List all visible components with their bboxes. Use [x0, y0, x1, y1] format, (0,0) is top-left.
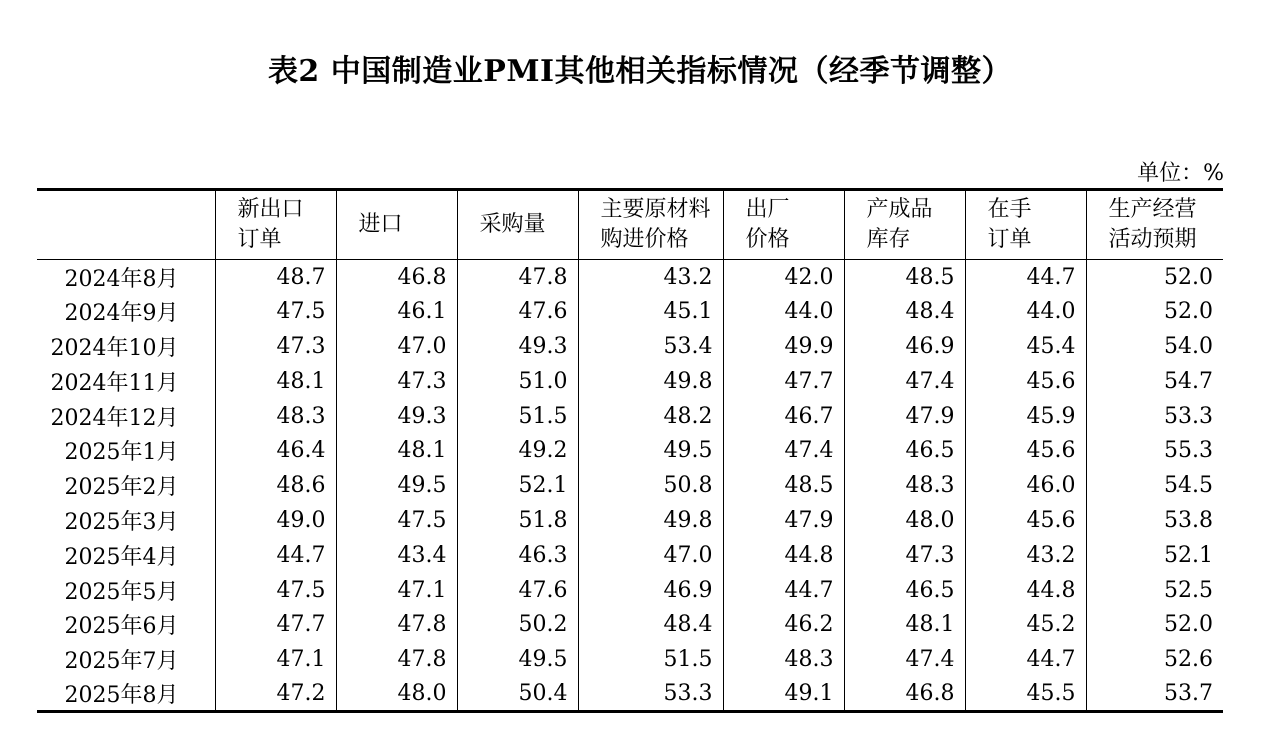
table-cell: 45.4 — [965, 329, 1086, 364]
row-month: 2024年12月 — [50, 405, 179, 431]
table-cell: 44.7 — [215, 538, 336, 573]
table-cell: 47.8 — [457, 260, 578, 295]
table-cell: 48.3 — [844, 468, 965, 503]
table-cell: 47.2 — [215, 677, 336, 712]
table-cell: 47.0 — [578, 538, 723, 573]
table-cell: 46.2 — [723, 607, 844, 642]
table-cell: 48.0 — [336, 677, 457, 712]
table-cell: 50.8 — [578, 468, 723, 503]
table-cell: 49.0 — [215, 503, 336, 538]
table-cell: 49.1 — [723, 677, 844, 712]
table-cell: 48.1 — [844, 607, 965, 642]
table-cell: 52.1 — [1086, 538, 1223, 573]
table-cell: 47.0 — [336, 329, 457, 364]
table-cell: 45.6 — [965, 364, 1086, 399]
table-cell: 48.0 — [844, 503, 965, 538]
table-cell: 54.0 — [1086, 329, 1223, 364]
table-cell: 44.7 — [723, 573, 844, 608]
table-cell: 53.7 — [1086, 677, 1223, 712]
header-cell: 生产经营 活动预期 — [1086, 190, 1223, 260]
table-cell: 46.7 — [723, 399, 844, 434]
table-cell: 52.1 — [457, 468, 578, 503]
header-cell: 出厂 价格 — [723, 190, 844, 260]
table-cell: 47.3 — [336, 364, 457, 399]
table-cell: 45.1 — [578, 294, 723, 329]
table-cell: 46.9 — [578, 573, 723, 608]
table-cell: 46.9 — [844, 329, 965, 364]
table-cell: 48.2 — [578, 399, 723, 434]
table-cell: 47.8 — [336, 642, 457, 677]
table-cell: 47.9 — [723, 503, 844, 538]
row-month: 2025年7月 — [64, 649, 179, 675]
row-month: 2024年8月 — [64, 266, 179, 292]
header-cell: 在手 订单 — [965, 190, 1086, 260]
table-cell: 49.5 — [336, 468, 457, 503]
table-cell: 46.1 — [336, 294, 457, 329]
header-cell: 新出口 订单 — [215, 190, 336, 260]
table-cell: 45.6 — [965, 503, 1086, 538]
header-cell: 主要原材料 购进价格 — [578, 190, 723, 260]
table-cell: 44.0 — [965, 294, 1086, 329]
table-row — [37, 538, 1223, 573]
table-row — [37, 642, 1223, 677]
table-cell: 50.2 — [457, 607, 578, 642]
table-cell: 47.6 — [457, 573, 578, 608]
table-cell: 48.1 — [336, 433, 457, 468]
table-cell: 43.4 — [336, 538, 457, 573]
table-cell: 47.4 — [844, 642, 965, 677]
table-cell: 47.1 — [215, 642, 336, 677]
table-cell: 52.0 — [1086, 260, 1223, 295]
header-row — [37, 190, 1223, 260]
row-month: 2025年5月 — [64, 579, 179, 605]
table-cell: 52.5 — [1086, 573, 1223, 608]
table-cell: 47.5 — [215, 573, 336, 608]
table-cell: 46.3 — [457, 538, 578, 573]
table-cell: 48.4 — [578, 607, 723, 642]
table-cell: 47.3 — [844, 538, 965, 573]
table-cell: 46.0 — [965, 468, 1086, 503]
header-cell-month — [37, 190, 215, 260]
table-cell: 45.6 — [965, 433, 1086, 468]
table-cell: 47.7 — [723, 364, 844, 399]
table-cell: 55.3 — [1086, 433, 1223, 468]
table-cell: 44.8 — [965, 573, 1086, 608]
table-cell: 48.6 — [215, 468, 336, 503]
row-month: 2025年2月 — [64, 475, 179, 501]
table-row — [37, 294, 1223, 329]
table-row — [37, 607, 1223, 642]
row-month: 2025年8月 — [37, 677, 215, 712]
table-cell: 48.3 — [215, 399, 336, 434]
table-cell: 49.5 — [578, 433, 723, 468]
table-cell: 44.0 — [723, 294, 844, 329]
row-month: 2025年1月 — [64, 440, 179, 466]
table-cell: 53.3 — [578, 677, 723, 712]
table-row — [37, 433, 1223, 468]
row-month: 2025年6月 — [64, 614, 179, 640]
pmi-table — [37, 188, 1223, 713]
table-cell: 51.5 — [578, 642, 723, 677]
table-cell: 48.5 — [723, 468, 844, 503]
unit-label: 单位：% — [1137, 161, 1224, 186]
table-cell: 49.2 — [457, 433, 578, 468]
table-cell: 44.8 — [723, 538, 844, 573]
table-cell: 47.5 — [215, 294, 336, 329]
table-cell: 50.4 — [457, 677, 578, 712]
table-row — [37, 364, 1223, 399]
row-month: 2025年3月 — [64, 509, 179, 535]
table-cell: 52.0 — [1086, 607, 1223, 642]
table-cell: 44.7 — [965, 642, 1086, 677]
table-cell: 48.4 — [844, 294, 965, 329]
table-cell: 53.4 — [578, 329, 723, 364]
table-row — [37, 468, 1223, 503]
table-cell: 49.8 — [578, 503, 723, 538]
header-cell: 采购量 — [457, 190, 578, 260]
table-cell: 49.5 — [457, 642, 578, 677]
document-title: 表2 中国制造业PMI其他相关指标情况（经季节调整） — [267, 54, 1013, 89]
table-cell: 53.8 — [1086, 503, 1223, 538]
table-cell: 46.5 — [844, 433, 965, 468]
table-cell: 44.7 — [965, 260, 1086, 295]
table-cell: 47.1 — [336, 573, 457, 608]
table-cell: 48.5 — [844, 260, 965, 295]
table-cell: 54.7 — [1086, 364, 1223, 399]
table-cell: 47.9 — [844, 399, 965, 434]
table-header — [37, 190, 1223, 260]
table-cell: 47.6 — [457, 294, 578, 329]
table-cell: 49.3 — [457, 329, 578, 364]
table-cell: 46.5 — [844, 573, 965, 608]
table-cell: 52.6 — [1086, 642, 1223, 677]
table-row — [37, 329, 1223, 364]
table-cell: 45.2 — [965, 607, 1086, 642]
table-row — [37, 677, 1223, 712]
table-cell: 47.4 — [723, 433, 844, 468]
header-cell: 进口 — [336, 190, 457, 260]
table-cell: 45.9 — [965, 399, 1086, 434]
table-cell: 47.8 — [336, 607, 457, 642]
row-month: 2025年4月 — [64, 544, 179, 570]
table-cell: 54.5 — [1086, 468, 1223, 503]
table-row — [37, 503, 1223, 538]
table-cell: 47.3 — [215, 329, 336, 364]
table-cell: 43.2 — [965, 538, 1086, 573]
table-cell: 42.0 — [723, 260, 844, 295]
table-cell: 47.4 — [844, 364, 965, 399]
table-cell: 43.2 — [578, 260, 723, 295]
table-cell: 48.3 — [723, 642, 844, 677]
row-month: 2024年9月 — [64, 301, 179, 327]
table-cell: 47.7 — [215, 607, 336, 642]
table-cell: 49.3 — [336, 399, 457, 434]
table-cell: 49.9 — [723, 329, 844, 364]
table-cell: 49.8 — [578, 364, 723, 399]
table-cell: 53.3 — [1086, 399, 1223, 434]
table-row — [37, 260, 1223, 295]
table-cell: 51.0 — [457, 364, 578, 399]
table-cell: 51.5 — [457, 399, 578, 434]
table-cell: 46.8 — [336, 260, 457, 295]
table-body — [37, 260, 1223, 712]
row-month: 2024年10月 — [50, 335, 179, 361]
table-cell: 46.8 — [844, 677, 965, 712]
table-cell: 48.1 — [215, 364, 336, 399]
table-cell: 46.4 — [215, 433, 336, 468]
table-cell: 51.8 — [457, 503, 578, 538]
table-cell: 52.0 — [1086, 294, 1223, 329]
table-cell: 47.5 — [336, 503, 457, 538]
table-cell: 48.7 — [215, 260, 336, 295]
table-cell: 45.5 — [965, 677, 1086, 712]
table-row — [37, 573, 1223, 608]
table-row — [37, 399, 1223, 434]
header-cell: 产成品 库存 — [844, 190, 965, 260]
row-month: 2024年11月 — [50, 370, 179, 396]
